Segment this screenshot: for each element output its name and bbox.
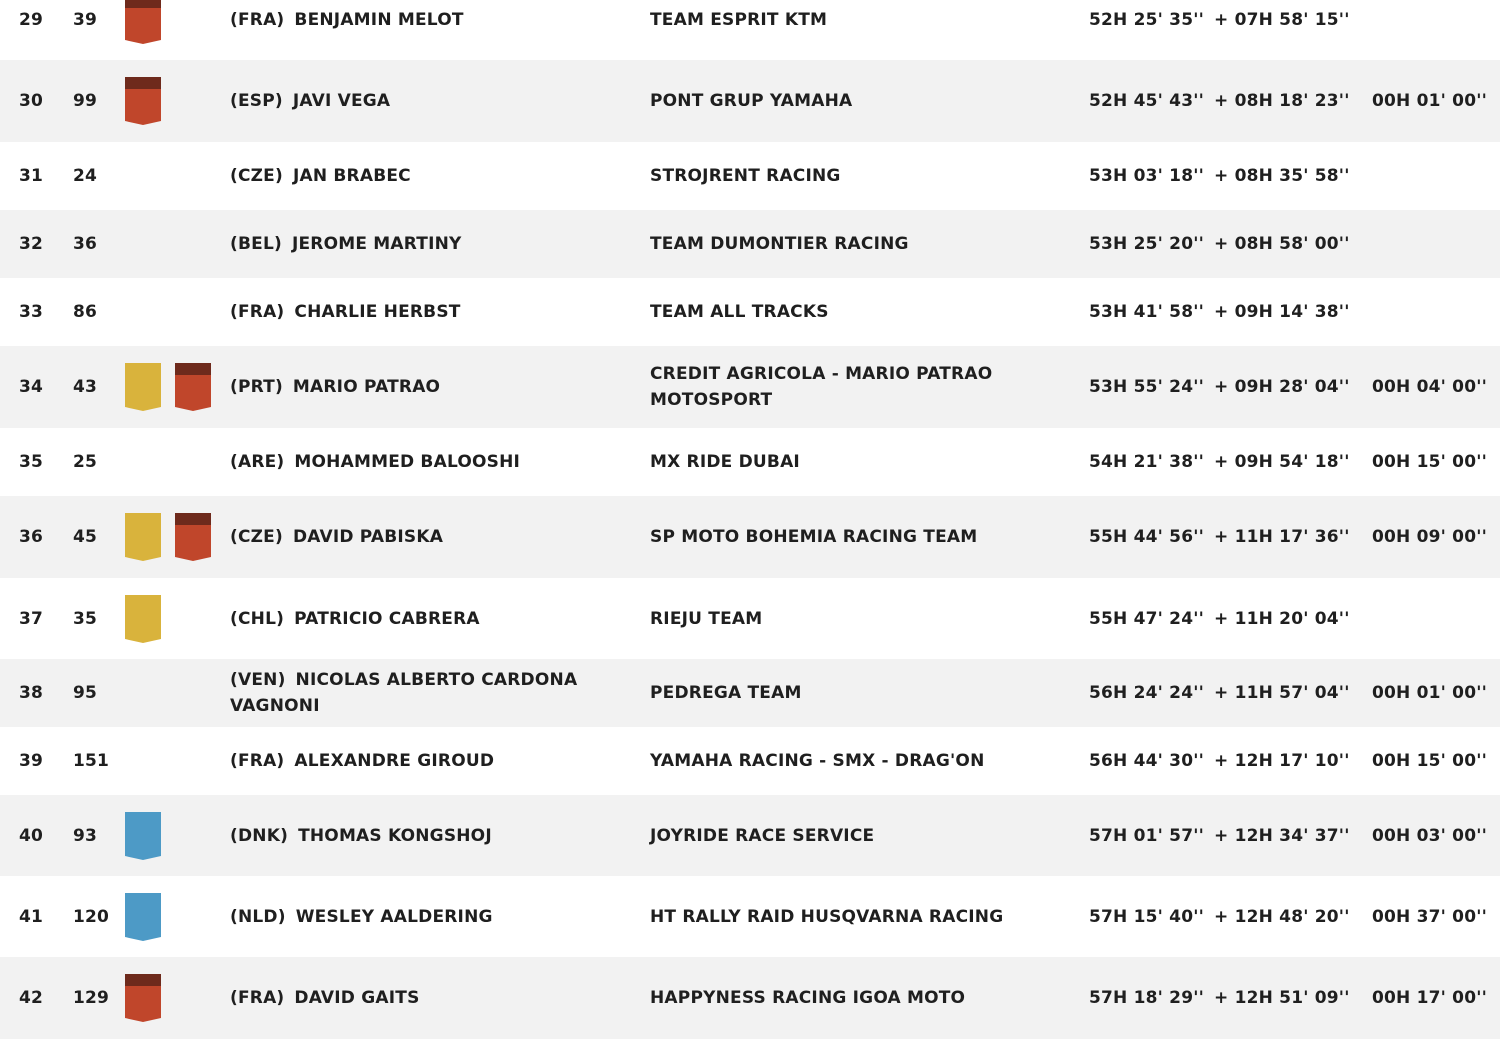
bib-number: 93 <box>73 825 98 846</box>
total-time: 57H 15' 40'' <box>1089 906 1205 927</box>
penalty-time: 00H 15' 00'' <box>1372 751 1488 771</box>
bib-number: 151 <box>73 751 110 771</box>
nationality: (CZE) <box>230 166 283 186</box>
rider[interactable] <box>230 7 610 33</box>
rider-name: PATRICIO CABRERA <box>294 608 480 629</box>
position: 41 <box>19 906 44 927</box>
position: 32 <box>19 234 44 254</box>
total-time: 56H 44' 30'' <box>1089 751 1205 771</box>
time-gap: + 08H 35' 58'' <box>1214 166 1350 186</box>
team-name: CREDIT AGRICOLA - MARIO PATRAO MOTOSPORT <box>650 364 993 410</box>
position: 33 <box>19 302 44 322</box>
position: 35 <box>19 452 44 472</box>
bib-number: 24 <box>73 166 98 186</box>
table-row[interactable] <box>0 210 1500 278</box>
team-name: PONT GRUP YAMAHA <box>650 91 853 111</box>
penalty-time: 00H 03' 00'' <box>1372 825 1488 846</box>
time-gap: + 11H 57' 04'' <box>1214 683 1350 703</box>
total-time: 57H 18' 29'' <box>1089 988 1205 1008</box>
position: 31 <box>19 166 44 186</box>
rider[interactable] <box>230 524 610 550</box>
total-time: 52H 25' 35'' <box>1089 10 1205 30</box>
rider-name: JEROME MARTINY <box>291 234 462 254</box>
nationality: (FRA) <box>230 10 285 30</box>
rider[interactable] <box>230 667 610 719</box>
nationality: (FRA) <box>230 988 285 1008</box>
time-gap: + 09H 28' 04'' <box>1214 377 1350 397</box>
time-gap: + 08H 58' 00'' <box>1214 234 1350 254</box>
rider[interactable] <box>230 606 610 632</box>
yellow-badge-icon <box>125 513 161 561</box>
rider[interactable] <box>230 449 610 475</box>
bib-number: 35 <box>73 608 98 629</box>
bib-number: 129 <box>73 988 110 1008</box>
position: 34 <box>19 377 44 397</box>
rider[interactable] <box>230 163 610 189</box>
orange-badge-icon <box>175 513 211 561</box>
nationality: (FRA) <box>230 302 285 322</box>
nationality: (PRT) <box>230 377 283 397</box>
total-time: 54H 21' 38'' <box>1089 452 1205 472</box>
bib-number: 95 <box>73 683 98 703</box>
time-gap: + 09H 54' 18'' <box>1214 452 1350 472</box>
table-row[interactable] <box>0 278 1500 346</box>
rider-name: THOMAS KONGSHOJ <box>298 825 492 846</box>
penalty-time: 00H 15' 00'' <box>1372 452 1488 472</box>
nationality: (VEN) <box>230 670 286 690</box>
time-gap: + 11H 17' 36'' <box>1214 527 1350 547</box>
total-time: 53H 03' 18'' <box>1089 166 1205 186</box>
rider[interactable] <box>230 299 610 325</box>
team-name: RIEJU TEAM <box>650 608 763 629</box>
nationality: (NLD) <box>230 906 286 927</box>
table-row[interactable] <box>0 727 1500 795</box>
nationality: (FRA) <box>230 751 285 771</box>
total-time: 53H 41' 58'' <box>1089 302 1205 322</box>
table-row[interactable] <box>0 60 1500 142</box>
bib-number: 36 <box>73 234 98 254</box>
rider-name: WESLEY AALDERING <box>295 906 493 927</box>
position: 39 <box>19 751 44 771</box>
table-row[interactable] <box>0 0 1500 60</box>
nationality: (DNK) <box>230 825 289 846</box>
position: 36 <box>19 527 44 547</box>
rider-name: MOHAMMED BALOOSHI <box>294 452 521 472</box>
team-name: TEAM DUMONTIER RACING <box>650 234 909 254</box>
nationality: (CZE) <box>230 527 283 547</box>
team-name: JOYRIDE RACE SERVICE <box>650 825 875 846</box>
position: 29 <box>19 10 44 30</box>
total-time: 56H 24' 24'' <box>1089 683 1205 703</box>
penalty-time: 00H 01' 00'' <box>1372 91 1488 111</box>
orange-badge-icon <box>125 0 161 44</box>
penalty-time: 00H 37' 00'' <box>1372 906 1488 927</box>
blue-badge-icon <box>125 893 161 941</box>
rider[interactable] <box>230 823 610 849</box>
time-gap: + 08H 18' 23'' <box>1214 91 1350 111</box>
total-time: 53H 25' 20'' <box>1089 234 1205 254</box>
time-gap: + 11H 20' 04'' <box>1214 608 1350 629</box>
rider[interactable] <box>230 748 610 774</box>
bib-number: 120 <box>73 906 110 927</box>
time-gap: + 12H 48' 20'' <box>1214 906 1350 927</box>
table-row[interactable] <box>0 346 1500 428</box>
penalty-time: 00H 17' 00'' <box>1372 988 1488 1008</box>
penalty-time: 00H 09' 00'' <box>1372 527 1488 547</box>
rider-name: BENJAMIN MELOT <box>294 10 464 30</box>
table-row[interactable] <box>0 496 1500 578</box>
table-row[interactable] <box>0 957 1500 1039</box>
time-gap: + 12H 17' 10'' <box>1214 751 1350 771</box>
table-row[interactable] <box>0 876 1500 957</box>
table-row[interactable] <box>0 659 1500 727</box>
rider-name: CHARLIE HERBST <box>294 302 461 322</box>
team-name: HAPPYNESS RACING IGOA MOTO <box>650 988 966 1008</box>
rider-name: DAVID PABISKA <box>292 527 444 547</box>
time-gap: + 12H 34' 37'' <box>1214 825 1350 846</box>
rider[interactable] <box>230 985 610 1011</box>
team-name: HT RALLY RAID HUSQVARNA RACING <box>650 906 1004 927</box>
penalty-time: 00H 01' 00'' <box>1372 683 1488 703</box>
time-gap: + 12H 51' 09'' <box>1214 988 1350 1008</box>
nationality: (CHL) <box>230 608 285 629</box>
team-name: MX RIDE DUBAI <box>650 452 800 472</box>
total-time: 57H 01' 57'' <box>1089 825 1205 846</box>
bib-number: 86 <box>73 302 98 322</box>
nationality: (ESP) <box>230 91 283 111</box>
rider-name: JAVI VEGA <box>292 91 391 111</box>
bib-number: 99 <box>73 91 98 111</box>
position: 40 <box>19 825 44 846</box>
total-time: 53H 55' 24'' <box>1089 377 1205 397</box>
position: 37 <box>19 608 44 629</box>
total-time: 55H 47' 24'' <box>1089 608 1205 629</box>
table-row[interactable] <box>0 795 1500 876</box>
blue-badge-icon <box>125 812 161 860</box>
bib-number: 39 <box>73 10 98 30</box>
nationality: (ARE) <box>230 452 285 472</box>
team-name: TEAM ALL TRACKS <box>650 302 829 322</box>
position: 30 <box>19 91 44 111</box>
table-row[interactable] <box>0 578 1500 659</box>
nationality: (BEL) <box>230 234 282 254</box>
team-name: SP MOTO BOHEMIA RACING TEAM <box>650 527 978 547</box>
total-time: 55H 44' 56'' <box>1089 527 1205 547</box>
rider-name: ALEXANDRE GIROUD <box>294 751 495 771</box>
time-gap: + 07H 58' 15'' <box>1214 10 1350 30</box>
position: 38 <box>19 683 44 703</box>
bib-number: 45 <box>73 527 98 547</box>
orange-badge-icon <box>125 974 161 1022</box>
total-time: 52H 45' 43'' <box>1089 91 1205 111</box>
team-name: TEAM ESPRIT KTM <box>650 10 828 30</box>
rider-name: MARIO PATRAO <box>292 377 441 397</box>
rider[interactable] <box>230 231 610 257</box>
rider-name: DAVID GAITS <box>294 988 420 1008</box>
team-name: YAMAHA RACING - SMX - DRAG'ON <box>650 751 985 771</box>
yellow-badge-icon <box>125 363 161 411</box>
bib-number: 25 <box>73 452 98 472</box>
rider-name: NICOLAS ALBERTO CARDONA VAGNONI <box>230 670 578 716</box>
rider-name: JAN BRABEC <box>292 166 411 186</box>
yellow-badge-icon <box>125 595 161 643</box>
table-row[interactable] <box>0 428 1500 496</box>
rider[interactable] <box>230 88 610 114</box>
position: 42 <box>19 988 44 1008</box>
orange-badge-icon <box>125 77 161 125</box>
rider[interactable] <box>230 374 610 400</box>
rider[interactable] <box>230 904 610 930</box>
bib-number: 43 <box>73 377 98 397</box>
table-row[interactable] <box>0 142 1500 210</box>
team-name: PEDREGA TEAM <box>650 683 802 703</box>
orange-badge-icon <box>175 363 211 411</box>
penalty-time: 00H 04' 00'' <box>1372 377 1488 397</box>
time-gap: + 09H 14' 38'' <box>1214 302 1350 322</box>
team-name: STROJRENT RACING <box>650 166 841 186</box>
